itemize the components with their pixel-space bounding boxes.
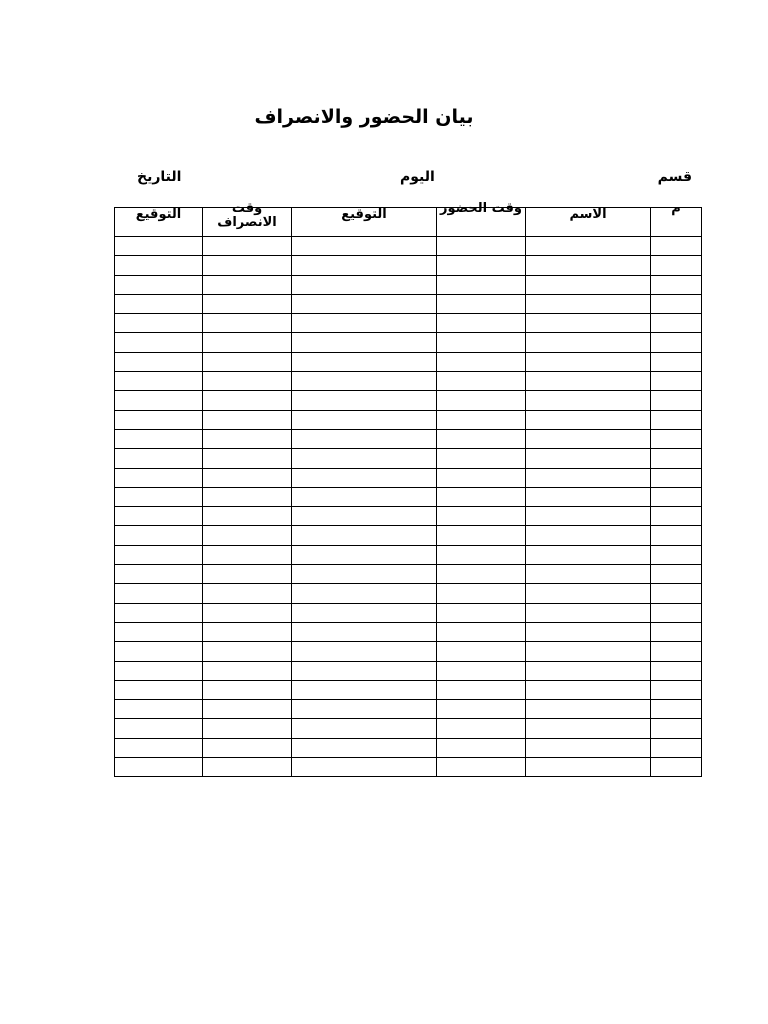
cell-name (526, 758, 651, 777)
cell-departure-signature (115, 738, 203, 757)
day-label: اليوم (400, 169, 435, 185)
cell-arrival-time (437, 352, 526, 371)
cell-name (526, 719, 651, 738)
cell-name (526, 391, 651, 410)
cell-name (526, 584, 651, 603)
cell-departure-time (203, 333, 292, 352)
cell-departure-time (203, 545, 292, 564)
cell-departure-signature (115, 622, 203, 641)
cell-departure-time (203, 275, 292, 294)
cell-name (526, 429, 651, 448)
cell-arrival-time (437, 275, 526, 294)
cell-name (526, 565, 651, 584)
cell-departure-time (203, 372, 292, 391)
cell-departure-time (203, 352, 292, 371)
cell-number (651, 719, 702, 738)
cell-name (526, 372, 651, 391)
cell-number (651, 256, 702, 275)
table-row (115, 661, 702, 680)
cell-name (526, 507, 651, 526)
cell-arrival-signature (292, 275, 437, 294)
cell-number (651, 526, 702, 545)
cell-number (651, 758, 702, 777)
cell-name (526, 738, 651, 757)
cell-arrival-signature (292, 758, 437, 777)
table-row (115, 603, 702, 622)
table-row (115, 275, 702, 294)
cell-number (651, 487, 702, 506)
cell-name (526, 680, 651, 699)
cell-departure-time (203, 526, 292, 545)
cell-name (526, 487, 651, 506)
cell-arrival-signature (292, 603, 437, 622)
cell-departure-signature (115, 545, 203, 564)
cell-arrival-signature (292, 622, 437, 641)
cell-departure-time (203, 700, 292, 719)
cell-arrival-signature (292, 738, 437, 757)
cell-arrival-time (437, 661, 526, 680)
cell-departure-signature (115, 565, 203, 584)
cell-arrival-signature (292, 352, 437, 371)
cell-number (651, 584, 702, 603)
cell-arrival-signature (292, 680, 437, 699)
cell-departure-time (203, 680, 292, 699)
cell-name (526, 352, 651, 371)
cell-arrival-signature (292, 584, 437, 603)
cell-arrival-signature (292, 700, 437, 719)
cell-name (526, 314, 651, 333)
table-row (115, 642, 702, 661)
cell-name (526, 526, 651, 545)
cell-number (651, 449, 702, 468)
cell-name (526, 275, 651, 294)
cell-number (651, 507, 702, 526)
page-title: بيان الحضور والانصراف (254, 106, 474, 128)
cell-departure-signature (115, 603, 203, 622)
cell-arrival-signature (292, 642, 437, 661)
cell-name (526, 603, 651, 622)
cell-departure-signature (115, 391, 203, 410)
cell-arrival-signature (292, 545, 437, 564)
table-row (115, 372, 702, 391)
cell-departure-signature (115, 275, 203, 294)
cell-number (651, 661, 702, 680)
table-row (115, 507, 702, 526)
table-row (115, 584, 702, 603)
cell-arrival-time (437, 622, 526, 641)
cell-arrival-time (437, 700, 526, 719)
table-row (115, 391, 702, 410)
cell-arrival-signature (292, 468, 437, 487)
cell-number (651, 275, 702, 294)
table-row (115, 700, 702, 719)
cell-arrival-time (437, 680, 526, 699)
cell-departure-time (203, 603, 292, 622)
cell-departure-signature (115, 680, 203, 699)
table-row (115, 352, 702, 371)
cell-arrival-signature (292, 661, 437, 680)
cell-departure-time (203, 237, 292, 256)
cell-arrival-signature (292, 372, 437, 391)
cell-departure-signature (115, 526, 203, 545)
cell-departure-signature (115, 661, 203, 680)
cell-departure-time (203, 661, 292, 680)
cell-arrival-time (437, 642, 526, 661)
cell-number (651, 314, 702, 333)
cell-departure-time (203, 507, 292, 526)
cell-name (526, 642, 651, 661)
cell-number (651, 391, 702, 410)
cell-arrival-time (437, 507, 526, 526)
cell-departure-time (203, 468, 292, 487)
table-row (115, 526, 702, 545)
cell-name (526, 545, 651, 564)
cell-arrival-signature (292, 294, 437, 313)
cell-departure-time (203, 584, 292, 603)
table-row (115, 294, 702, 313)
cell-arrival-time (437, 565, 526, 584)
cell-departure-time (203, 410, 292, 429)
cell-name (526, 700, 651, 719)
cell-arrival-signature (292, 487, 437, 506)
cell-departure-signature (115, 410, 203, 429)
cell-arrival-time (437, 256, 526, 275)
table-row (115, 237, 702, 256)
cell-name (526, 410, 651, 429)
cell-arrival-signature (292, 256, 437, 275)
table-row (115, 680, 702, 699)
cell-arrival-time (437, 487, 526, 506)
cell-arrival-signature (292, 526, 437, 545)
cell-departure-time (203, 487, 292, 506)
cell-arrival-time (437, 526, 526, 545)
cell-number (651, 429, 702, 448)
table-header-row (115, 208, 702, 237)
cell-arrival-time (437, 468, 526, 487)
cell-arrival-time (437, 410, 526, 429)
header-arrival-signature: التوقيع (292, 208, 437, 237)
cell-departure-time (203, 758, 292, 777)
cell-name (526, 622, 651, 641)
cell-arrival-time (437, 584, 526, 603)
cell-departure-time (203, 391, 292, 410)
cell-arrival-time (437, 603, 526, 622)
header-arrival-time: وقت الحضور (437, 208, 526, 237)
department-label: قسم (657, 169, 692, 185)
table-row (115, 429, 702, 448)
table-row (115, 410, 702, 429)
cell-departure-time (203, 449, 292, 468)
table-row (115, 449, 702, 468)
cell-departure-signature (115, 352, 203, 371)
cell-number (651, 410, 702, 429)
cell-departure-time (203, 314, 292, 333)
cell-arrival-time (437, 738, 526, 757)
table-row (115, 758, 702, 777)
cell-number (651, 372, 702, 391)
table-row (115, 487, 702, 506)
cell-number (651, 622, 702, 641)
table-row (115, 256, 702, 275)
cell-number (651, 565, 702, 584)
cell-departure-time (203, 622, 292, 641)
table-row (115, 738, 702, 757)
cell-departure-time (203, 429, 292, 448)
cell-name (526, 661, 651, 680)
cell-departure-signature (115, 584, 203, 603)
cell-departure-signature (115, 468, 203, 487)
table-row (115, 333, 702, 352)
cell-arrival-signature (292, 237, 437, 256)
table-body (115, 237, 702, 777)
cell-arrival-signature (292, 507, 437, 526)
cell-name (526, 333, 651, 352)
table-row (115, 719, 702, 738)
header-name: الاسم (526, 208, 651, 237)
cell-departure-signature (115, 429, 203, 448)
cell-arrival-time (437, 333, 526, 352)
table-row (115, 565, 702, 584)
cell-arrival-signature (292, 719, 437, 738)
table-row (115, 314, 702, 333)
cell-departure-time (203, 256, 292, 275)
cell-departure-signature (115, 333, 203, 352)
cell-arrival-signature (292, 429, 437, 448)
cell-arrival-time (437, 237, 526, 256)
cell-arrival-signature (292, 410, 437, 429)
cell-name (526, 237, 651, 256)
cell-number (651, 545, 702, 564)
header-departure-signature: التوقيع (115, 208, 203, 237)
table-row (115, 545, 702, 564)
cell-departure-time (203, 642, 292, 661)
header-number: م (651, 208, 702, 237)
cell-departure-time (203, 294, 292, 313)
cell-number (651, 738, 702, 757)
cell-departure-signature (115, 314, 203, 333)
cell-number (651, 680, 702, 699)
cell-departure-signature (115, 507, 203, 526)
cell-departure-signature (115, 642, 203, 661)
cell-name (526, 449, 651, 468)
cell-arrival-time (437, 372, 526, 391)
cell-arrival-signature (292, 314, 437, 333)
cell-departure-time (203, 738, 292, 757)
cell-departure-signature (115, 700, 203, 719)
cell-name (526, 294, 651, 313)
cell-departure-signature (115, 294, 203, 313)
cell-departure-signature (115, 719, 203, 738)
table-row (115, 468, 702, 487)
cell-arrival-signature (292, 449, 437, 468)
cell-arrival-signature (292, 391, 437, 410)
cell-arrival-signature (292, 333, 437, 352)
cell-arrival-time (437, 449, 526, 468)
cell-departure-time (203, 719, 292, 738)
cell-departure-signature (115, 449, 203, 468)
date-label: التاريخ (137, 169, 182, 185)
cell-number (651, 468, 702, 487)
cell-departure-signature (115, 237, 203, 256)
cell-name (526, 256, 651, 275)
cell-arrival-time (437, 758, 526, 777)
cell-departure-signature (115, 256, 203, 275)
cell-departure-signature (115, 487, 203, 506)
cell-number (651, 642, 702, 661)
cell-departure-signature (115, 372, 203, 391)
cell-number (651, 333, 702, 352)
cell-arrival-time (437, 429, 526, 448)
cell-arrival-signature (292, 565, 437, 584)
cell-departure-signature (115, 758, 203, 777)
cell-departure-time (203, 565, 292, 584)
cell-name (526, 468, 651, 487)
cell-arrival-time (437, 391, 526, 410)
attendance-table (114, 201, 702, 777)
cell-number (651, 294, 702, 313)
cell-number (651, 352, 702, 371)
cell-number (651, 237, 702, 256)
table-row (115, 622, 702, 641)
cell-arrival-time (437, 545, 526, 564)
cell-arrival-time (437, 314, 526, 333)
header-departure-time: وقت الانصراف (203, 208, 292, 237)
cell-number (651, 603, 702, 622)
cell-arrival-time (437, 294, 526, 313)
cell-arrival-time (437, 719, 526, 738)
cell-number (651, 700, 702, 719)
